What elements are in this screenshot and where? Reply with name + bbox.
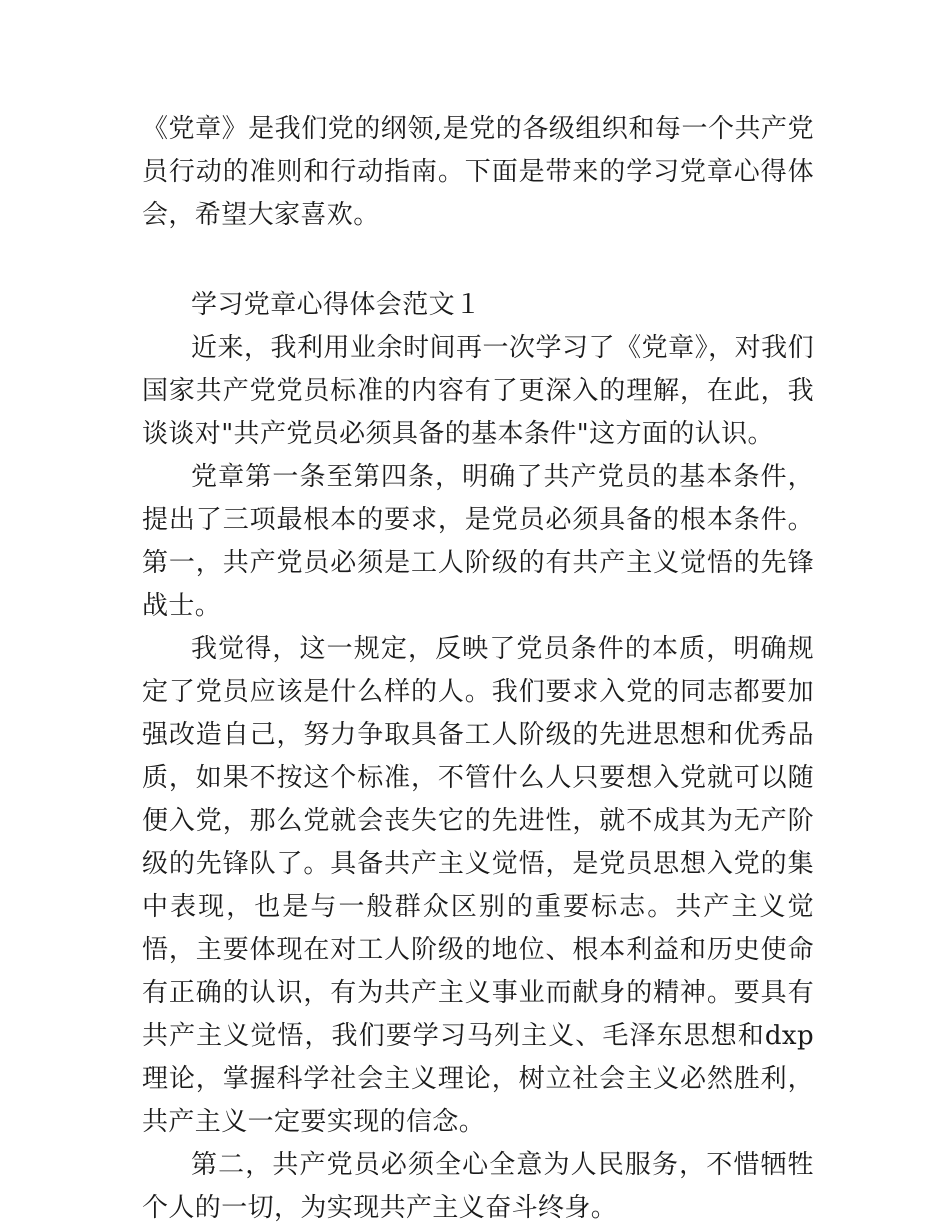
- body-paragraph: 党章第一条至第四条，明确了共产党员的基本条件，提出了三项最根本的要求，是党员必须具备的根本条件。第一，共产党员必须是工人阶级的有共产主义觉悟的先锋战士。: [142, 462, 814, 621]
- intro-paragraph: 《党章》是我们党的纲领,是党的各级组织和每一个共产党员行动的准则和行动指南。下面是带来的学习党章心得体会，希望大家喜欢。: [142, 114, 814, 230]
- section-title: 学习党章心得体会范文１: [191, 290, 482, 320]
- document-body: [142, 108, 814, 1230]
- body-paragraph: 我觉得，这一规定，反映了党员条件的本质，明确规定了党员应该是什么样的人。我们要求入党的同志都要加强改造自己，努力争取具备工人阶级的先进思想和优秀品质，如果不按这个标准，不管什么人只要想入党就可以随便入党，那么党就会丧失它的先进性，就不成其为无产阶级的先锋队了。具备共产主义觉悟，是党员思想入党的集中表现，也是与一般群众区别的重要标志。共产主义觉悟，主要体现在对工人阶级的地位、根本利益和历史使命有正确的认识，有为共产主义事业而献身的精神。要具有共产主义觉悟，我们要学习马列主义、毛泽东思想和dxp理论，掌握科学社会主义理论，树立社会主义必然胜利，共产主义一定要实现的信念。: [142, 634, 814, 1137]
- body-paragraph: 第二，共产党员必须全心全意为人民服务，不惜牺牲个人的一切，为实现共产主义奋斗终身。: [142, 1150, 814, 1223]
- body-paragraph: 近来，我利用业余时间再一次学习了《党章》，对我们国家共产党党员标准的内容有了更深入的理解，在此，我谈谈对"共产党员必须具备的基本条件"这方面的认识。: [142, 333, 814, 449]
